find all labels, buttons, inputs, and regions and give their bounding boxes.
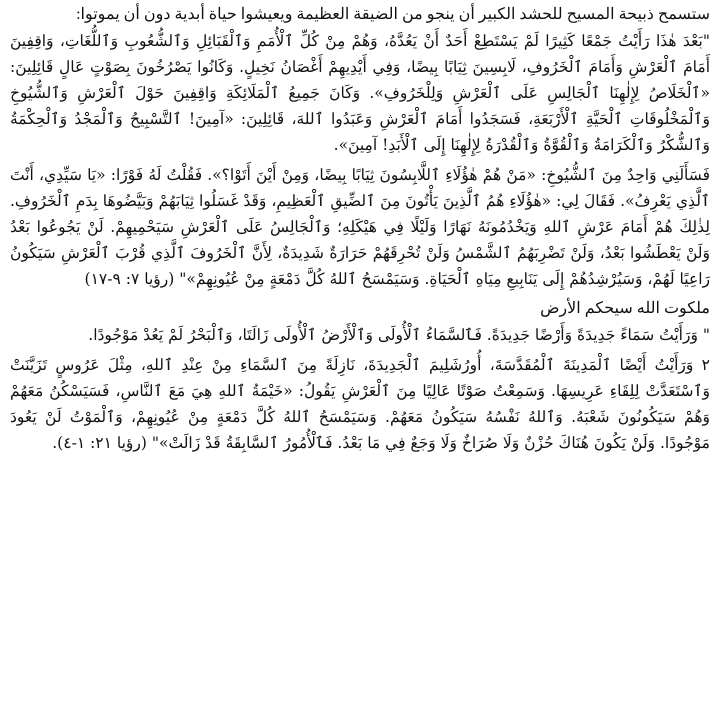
section-heading: ملكوت الله سيحكم الأرض [540, 300, 710, 317]
revelation-7-passage-part-2 [10, 162, 710, 292]
revelation-7-reference: (رؤيا ٧: ٩-١٧) [84, 270, 175, 288]
revelation-21-passage-part-2 [10, 352, 710, 456]
revelation-21-passage-text: ٢ وَرَأَيْتُ أَيْضًا ٱلْمَدِينَةَ ٱلْمُقَدَّسَةَ، أُورُشَلِيمَ ٱلْجَدِيدَةَ، نَازِلَةً مِنَ ٱلسَّمَاءِ مِنْ عِنْدِ ٱللهِ، مِثْلَ عَرُوسٍ تَزَيَّنَتْ وَٱسْتَعَدَّتْ لِلِقَاءِ عَرِيسِهَا. وَسَمِعْتُ صَوْتًا عَالِيًا مِنَ ٱلْعَرْشِ يَقُولُ: «خَيْمَةُ ٱللهِ هِيَ مَعَ ٱلنَّاسِ، فَسَيَسْكُنُ مَعَهُمْ وَهُمْ سَيَكُونُونَ شَعْبَهُ. وَٱللهُ نَفْسُهُ سَيَكُونُ مَعَهُمْ. وَسَيَمْسَحُ ٱللهُ كُلَّ دَمْعَةٍ مِنْ عُيُونِهِمْ، وَٱلْمَوْتُ لَنْ يَعُودَ مَوْجُودًا. وَلَنْ يَكُونَ هُنَاكَ حُزْنٌ وَلَا صُرَاخٌ وَلَا وَجَعٌ فِي مَا بَعْدُ. فَٱلْأُمُورُ ٱلسَّابِقَةُ قَدْ زَالَتْ»" [10, 356, 710, 452]
revelation-21-passage-part-1: " وَرَأَيْتُ سَمَاءً جَدِيدَةً وَأَرْضًا جَدِيدَةً. فَٱلسَّمَاءُ ٱلْأُولَى وَٱلْأَرْضُ ٱلْأُولَى زَالَتَا، وَٱلْبَحْرُ لَمْ يَعُدْ مَوْجُودًا. [88, 326, 710, 344]
revelation-7-passage-part-1: "بَعْدَ هٰذَا رَأَيْتُ جَمْعًا كَثِيرًا لَمْ يَسْتَطِعْ أَحَدٌ أَنْ يَعُدَّهُ، وَهُمْ مِنْ كُلِّ ٱلْأُمَمِ وَٱلْقَبَائِلِ وَٱلشُّعُوبِ وَٱللُّغَاتِ، وَاقِفِينَ أَمَامَ ٱلْعَرْشِ وَأَمَامَ ٱلْخَرُوفِ، لَابِسِينَ ثِيَابًا بِيضًا، وَفِي أَيْدِيهِمْ أَغْصَانُ نَخِيلٍ. وَكَانُوا يَصْرُخُونَ بِصَوْتٍ عَالٍ قَائِلِينَ: «ٱلْخَلَاصُ لِإِلٰهِنَا ٱلْجَالِسِ عَلَى ٱلْعَرْشِ وَلِلْخَرُوفِ». وَكَانَ جَمِيعُ ٱلْمَلَائِكَةِ وَاقِفِينَ حَوْلَ ٱلْعَرْشِ وَٱلشُّيُوخِ وَٱلْمَخْلُوقَاتِ ٱلْحَيَّةِ ٱلْأَرْبَعَةِ، فَسَجَدُوا أَمَامَ ٱلْعَرْشِ وَعَبَدُوا ٱللهَ، قَائِلِينَ: «آمِينَ! ٱلتَّسْبِيحُ وَٱلْمَجْدُ وَٱلْحِكْمَةُ وَٱلشُّكْرُ وَٱلْكَرَامَةُ وَٱلْقُوَّةُ وَٱلْقُدْرَةُ لِإِلٰهِنَا إِلَى ٱلْأَبَدِ! آمِينَ». [10, 32, 710, 154]
revelation-21-reference: (رؤيا ٢١: ١-٤). [52, 434, 147, 452]
revelation-7-passage-text: فَسَأَلَنِي وَاحِدٌ مِنَ ٱلشُّيُوخِ: «مَنْ هُمْ هٰؤُلَاءِ ٱللَّابِسُونَ ثِيَابًا بِيضًا، وَمِنْ أَيْنَ أَتَوْا؟». فَقُلْتُ لَهُ فَوْرًا: «يَا سَيِّدِي، أَنْتَ ٱلَّذِي يَعْرِفُ». فَقَالَ لِي: «هٰؤُلَاءِ هُمُ ٱلَّذِينَ يَأْتُونَ مِنَ ٱلضِّيقِ ٱلْعَظِيمِ، وَقَدْ غَسَلُوا ثِيَابَهُمْ وَبَيَّضُوهَا بِدَمِ ٱلْخَرُوفِ. لِذٰلِكَ هُمْ أَمَامَ عَرْشِ ٱللهِ وَيَخْدُمُونَهُ نَهَارًا وَلَيْلًا فِي هَيْكَلِهِ؛ وَٱلْجَالِسُ عَلَى ٱلْعَرْشِ سَيَحْمِيهِمْ. لَنْ يَجُوعُوا بَعْدُ وَلَنْ يَعْطَشُوا بَعْدُ، وَلَنْ تَضْرِبَهُمُ ٱلشَّمْسُ وَلَنْ تُحْرِقَهُمْ حَرَارَةٌ شَدِيدَةٌ، لِأَنَّ ٱلْخَرُوفَ ٱلَّذِي قُرْبَ ٱلْعَرْشِ سَيَكُونُ رَاعِيًا لَهُمْ، وَسَيُرْشِدُهُمْ إِلَى يَنَابِيعِ مِيَاهِ ٱلْحَيَاةِ. وَسَيَمْسَحُ ٱللهُ كُلَّ دَمْعَةٍ مِنْ عُيُونِهِمْ»" [10, 166, 710, 288]
intro-text: ستسمح ذبيحة المسيح للحشد الكبير أن ينجو من الضيقة العظيمة ويعيشوا حياة أبدية دون أن يموتوا: [76, 6, 710, 23]
